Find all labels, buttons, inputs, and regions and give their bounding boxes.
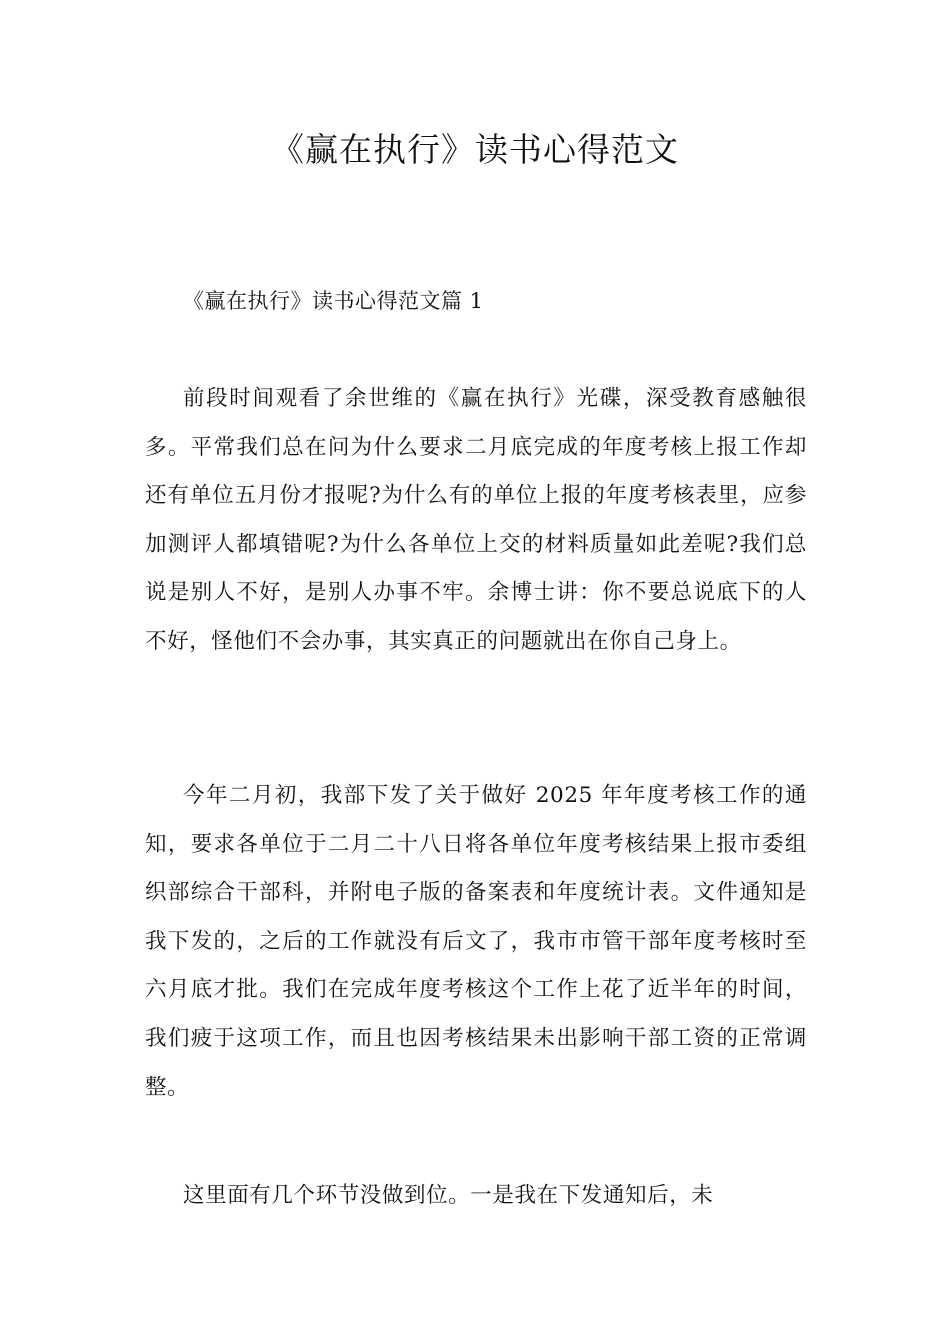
section-heading: 《赢在执行》读书心得范文篇 1 <box>183 289 484 313</box>
body-paragraph-1: 前段时间观看了余世维的《赢在执行》光碟，深受教育感触很多。平常我们总在问为什么要求二月底完成的年度考核上报工作却还有单位五月份才报呢?为什么有的单位上报的年度考核表里，应参加测评人都填错呢?为什么各单位上交的材料质量如此差呢?我们总说是别人不好，是别人办事不牢。余博士讲：你不要总说底下的人不好，怪他们不会办事，其实真正的问题就出在你自己身上。 <box>145 386 807 654</box>
body-paragraph-3: 这里面有几个环节没做到位。一是我在下发通知后，未 <box>183 1183 714 1208</box>
document-title: 《赢在执行》读书心得范文 <box>271 130 679 169</box>
body-paragraph-2: 今年二月初，我部下发了关于做好 2025 年年度考核工作的通知，要求各单位于二月二十八日将各单位年度考核结果上报市委组织部综合干部科，并附电子版的备案表和年度统计表。文件通知是我下发的，之后的工作就没有后文了，我市市管干部年度考核时至六月底才批。我们在完成年度考核这个工作上花了近半年的时间，我们疲于这项工作，而且也因考核结果未出影响干部工资的正常调整。 <box>145 783 807 1100</box>
